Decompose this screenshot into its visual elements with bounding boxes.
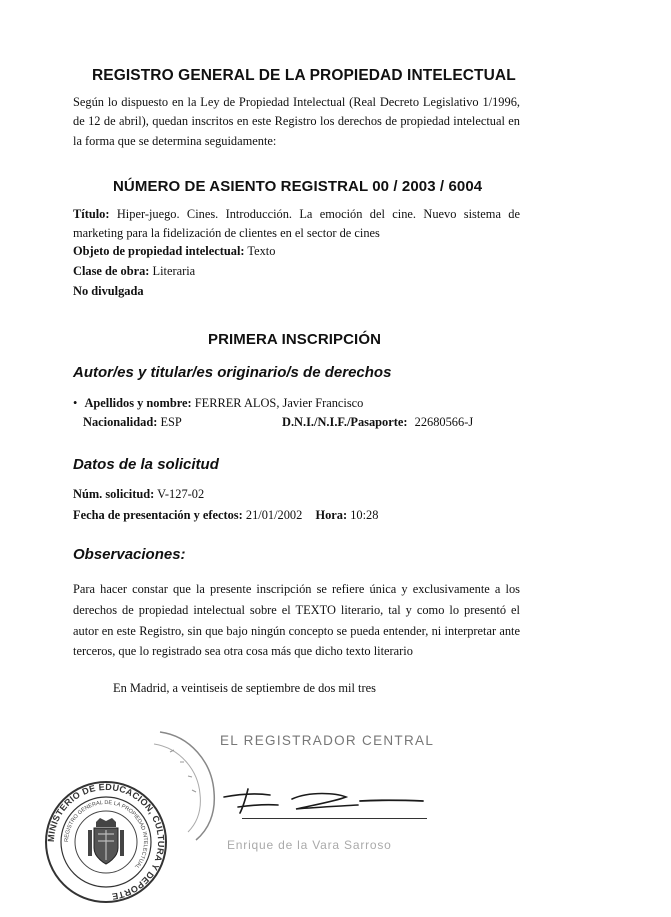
registrador-nombre: Enrique de la Vara Sarroso xyxy=(227,838,392,852)
titulo-value: Hiper-juego. Cines. Introducción. La emoción del cine. Nuevo sistema de marketing para la fidelización de clientes en el sector de cines xyxy=(73,207,520,241)
hora-label: Hora: xyxy=(315,508,348,522)
objeto-value: Texto xyxy=(247,244,276,258)
autor-nombre-row xyxy=(73,396,363,411)
intro-paragraph: Según lo dispuesto en la Ley de Propiedad Intelectual (Real Decreto Legislativo 1/1996, de 12 de abril), quedan inscritos en este Registro los derechos de propiedad intelectual en la forma que se determina seguidamente: xyxy=(73,95,520,148)
signature-stroke-2 xyxy=(292,794,358,810)
signature-stroke-3 xyxy=(360,800,423,801)
nombre-label: Apellidos y nombre: xyxy=(84,396,192,410)
divulgada-label: No divulgada xyxy=(73,284,144,298)
nacionalidad-label: Nacionalidad: xyxy=(83,415,158,429)
fecha-label: Fecha de presentación y efectos: xyxy=(73,508,243,522)
solicitud-section-title: Datos de la solicitud xyxy=(73,456,219,473)
fecha-row xyxy=(73,508,378,523)
num-solicitud-label: Núm. solicitud: xyxy=(73,487,155,501)
dni-row xyxy=(282,415,473,430)
clase-value: Literaria xyxy=(152,264,196,278)
seal-inner-text: REGISTRO GENERAL DE LA PROPIEDAD INTELECTUAL xyxy=(63,799,149,870)
coat-of-arms-icon xyxy=(88,818,124,864)
primera-inscripcion-title: PRIMERA INSCRIPCIÓN xyxy=(208,331,382,348)
titulo-label: Título: xyxy=(73,207,110,221)
observaciones-text: Para hacer constar que la presente inscripción se refiere única y exclusivamente a los derechos de propiedad intelectual sobre el TEXTO literario, tal y como lo presentó el autor en este Registro, sin que bajo ningún concepto se pueda entender, ni interpretar ante terceros, que lo registrado sea otra cosa más que dicho texto literario xyxy=(73,582,520,659)
secondary-seal xyxy=(150,722,222,842)
signature-rule xyxy=(242,818,427,819)
clase-row xyxy=(73,264,195,279)
nacionalidad-row xyxy=(83,415,182,430)
titulo-block xyxy=(73,205,520,244)
seal-outer-text: MINISTERIO DE EDUCACIÓN, CULTURA Y DEPORTE xyxy=(45,781,167,902)
registrador-cargo: EL REGISTRADOR CENTRAL xyxy=(220,733,435,748)
bullet: • xyxy=(73,396,78,410)
objeto-label: Objeto de propiedad intelectual: xyxy=(73,244,245,258)
clase-label: Clase de obra: xyxy=(73,264,150,278)
num-solicitud-value: V-127-02 xyxy=(157,487,205,501)
nacionalidad-value: ESP xyxy=(160,415,182,429)
document-title: REGISTRO GENERAL DE LA PROPIEDAD INTELECTUAL xyxy=(92,67,516,84)
num-solicitud-row xyxy=(73,487,204,502)
fecha-value: 21/01/2002 xyxy=(245,508,303,522)
asiento-number-title: NÚMERO DE ASIENTO REGISTRAL 00 / 2003 / 6004 xyxy=(113,178,483,195)
dni-label: D.N.I./N.I.F./Pasaporte: xyxy=(282,415,408,429)
nombre-value: FERRER ALOS, Javier Francisco xyxy=(194,396,364,410)
lugar-fecha: En Madrid, a veintiseis de septiembre de dos mil tres xyxy=(113,681,376,695)
signature-stroke-1 xyxy=(224,789,278,813)
autores-section-title: Autor/es y titular/es originario/s de derechos xyxy=(73,364,392,381)
signature xyxy=(218,785,433,821)
hora-value: 10:28 xyxy=(350,508,379,522)
observaciones-section-title: Observaciones: xyxy=(73,546,186,563)
objeto-row xyxy=(73,244,275,259)
dni-value: 22680566-J xyxy=(414,415,474,429)
